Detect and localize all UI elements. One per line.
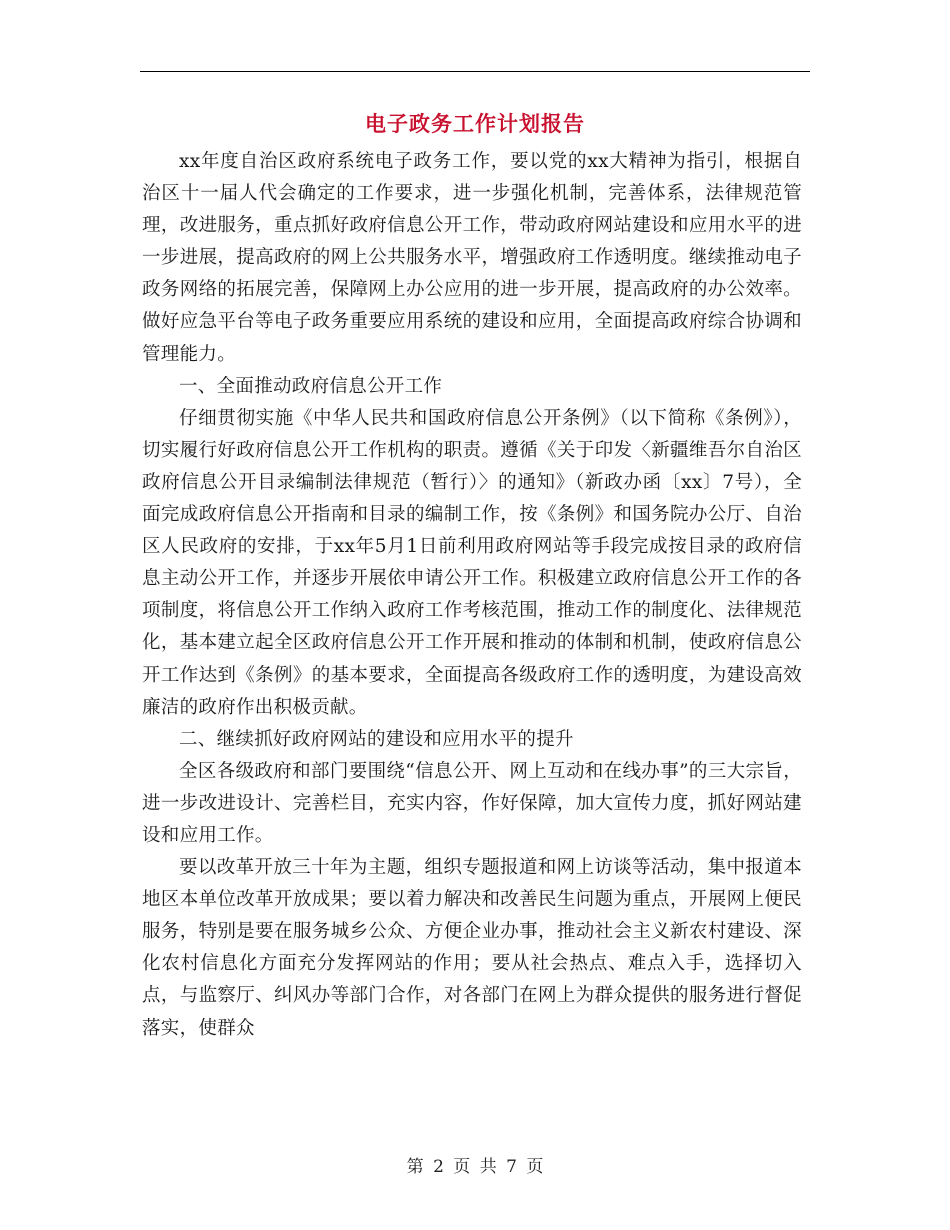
paragraph-section-1: 仔细贯彻实施《中华人民共和国政府信息公开条例》（以下简称《条例》），切实履行好政府信息公开工作机构的职责。遵循《关于印发〈新疆维吾尔自治区政府信息公开目录编制法律规范（暂行）〉的通知》（新政办函〔xx〕7号），全面完成政府信息公开指南和目录的编制工作，按《条例》和国务院办公厅、自治区人民政府的安排，于xx年5月1日前利用政府网站等手段完成按目录的政府信息主动公开工作，并逐步开展依申请公开工作。积极建立政府信息公开工作的各项制度，将信息公开工作纳入政府工作考核范围，推动工作的制度化、法律规范化，基本建立起全区政府信息公开工作开展和推动的体制和机制，使政府信息公开工作达到《条例》的基本要求，全面提高各级政府工作的透明度，为建设高效廉洁的政府作出积极贡献。: [142, 407, 802, 718]
header-rule: [140, 71, 810, 72]
section-heading-2: 二、继续抓好政府网站的建设和应用水平的提升: [179, 728, 574, 750]
section-heading-1: 一、全面推动政府信息公开工作: [179, 375, 443, 397]
paragraph-section-2b: 要以改革开放三十年为主题，组织专题报道和网上访谈等活动，集中报道本地区本单位改革开放成果；要以着力解决和改善民生问题为重点，开展网上便民服务，特别是要在服务城乡公众、方便企业办事，推动社会主义新农村建设、深化农村信息化方面充分发挥网站的作用；要从社会热点、难点入手，选择切入点，与监察厅、纠风办等部门合作，对各部门在网上为群众提供的服务进行督促落实，使群众: [142, 857, 802, 1039]
paragraph-intro: xx年度自治区政府系统电子政务工作，要以党的xx大精神为指引，根据自治区十一届人代会确定的工作要求，进一步强化机制，完善体系，法律规范管理，改进服务，重点抓好政府信息公开工作，带动政府网站建设和应用水平的进一步进展，提高政府的网上公共服务水平，增强政府工作透明度。继续推动电子政务网络的拓展完善，保障网上办公应用的进一步开展，提高政府的办公效率。做好应急平台等电子政务重要应用系统的建设和应用，全面提高政府综合协调和管理能力。: [142, 151, 802, 365]
document-title: 电子政务工作计划报告: [365, 111, 585, 136]
paragraph-section-2a: 全区各级政府和部门要围绕“信息公开、网上互动和在线办事”的三大宗旨，进一步改进设计、完善栏目，充实内容，作好保障，加大宣传力度，抓好网站建设和应用工作。: [142, 760, 802, 846]
document-body: [142, 146, 802, 1045]
page-number-footer: 第 2 页 共 7 页: [406, 1157, 544, 1177]
